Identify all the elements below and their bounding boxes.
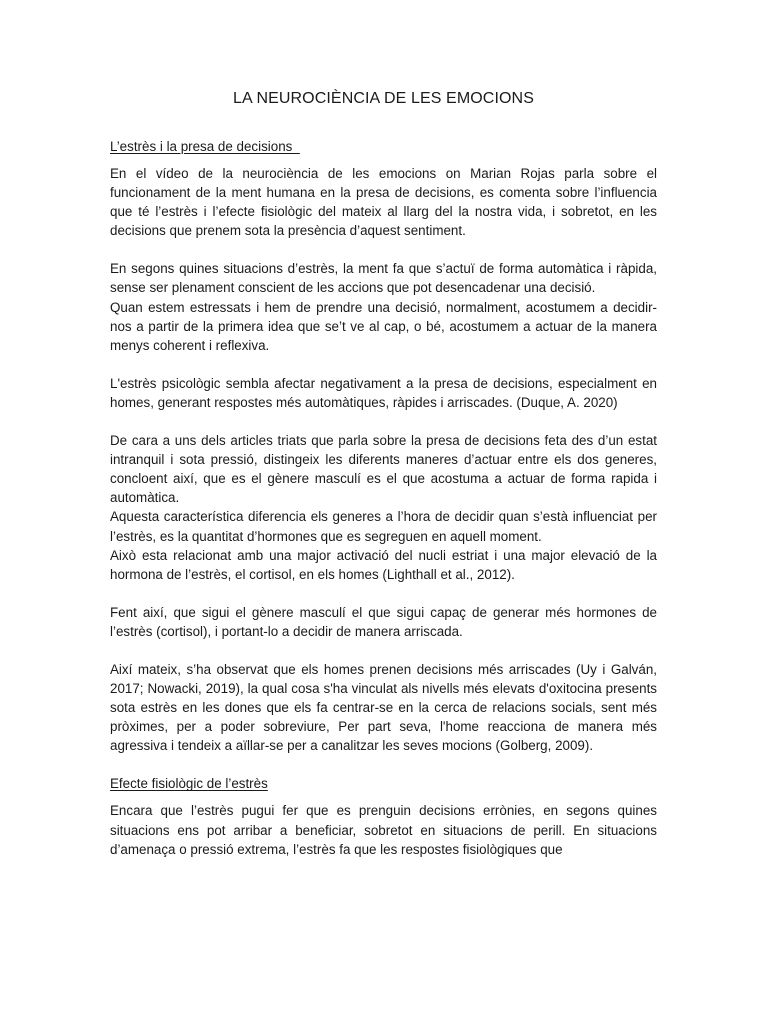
section-heading-stress-decisions: L’estrès i la presa de decisions xyxy=(110,139,300,154)
paragraph: Encara que l’estrès pugui fer que es prenguin decisions errònies, en segons quines situacions ens pot arribar a beneficiar, sobretot en situacions de perill. En situacions d’amenaça o pressió extrema, l’estrès fa que les respostes fisiològiques que xyxy=(110,803,657,857)
paragraph: Fent així, que sigui el gènere masculí el que sigui capaç de generar més hormones de l’estrès (cortisol), i portant-lo a decidir de manera arriscada. xyxy=(110,604,657,639)
paragraph-spacer xyxy=(110,755,657,774)
paragraph: En el vídeo de la neurociència de les emocions on Marian Rojas parla sobre el funcionament de la ment humana en la presa de decisions, es comenta sobre l’influencia que té l’estrès i l’efecte fisiològic del mateix al llarg del la nostra vida, i sobretot, en les decisions que prenem sota la presència d’aquest sentiment. xyxy=(110,166,657,239)
paragraph: L'estrès psicològic sembla afectar negativament a la presa de decisions, especialment en homes, generant respostes més automàtiques, ràpides i arriscades. (Duque, A. 2020) xyxy=(110,375,657,410)
paragraph: Quan estem estressats i hem de prendre una decisió, normalment, acostumem a decidir-nos a partir de la primera idea que se’t ve al cap, o bé, acostumem a actuar de la manera menys coherent i reflexiva. xyxy=(110,299,657,353)
document-title: LA NEUROCIÈNCIA DE LES EMOCIONS xyxy=(233,90,534,107)
paragraph-spacer xyxy=(110,584,657,603)
document-body xyxy=(110,89,657,859)
section-heading-physiological-effect: Efecte fisiològic de l’estrès xyxy=(110,776,268,792)
paragraph: Això esta relacionat amb una major activació del nucli estriat i una major elevació de la hormona de l’estrès, el cortisol, en els homes (Lighthall et al., 2012). xyxy=(110,547,657,582)
paragraph-spacer xyxy=(110,412,657,431)
paragraph: De cara a uns dels articles triats que parla sobre la presa de decisions feta des d’un estat intranquil i sota pressió, distingeix les diferents maneres d’actuar entre els dos generes, concloent així, que es el gènere masculí es el que acostuma a actuar de forma rapida i automàtica. xyxy=(110,433,657,506)
paragraph: Així mateix, s’ha observat que els homes prenen decisions més arriscades (Uy i Galván, 2017; Nowacki, 2019), la qual cosa s'ha vinculat als nivells més elevats d'oxitocina presents sota estrès en les dones que els fa centrar-se en la cerca de relacions socials, sent més pròximes, per a poder sobreviure, Per part seva, l'home reacciona de manera més agressiva i tendeix a aïllar-se per a canalitzar les seves mocions (Golberg, 2009). xyxy=(110,661,657,754)
paragraph-spacer xyxy=(110,240,657,259)
paragraph: Aquesta característica diferencia els generes a l’hora de decidir quan s’està influenciat per l’estrès, es la quantitat d’hormones que es segreguen en aquell moment. xyxy=(110,509,657,544)
paragraph-spacer xyxy=(110,355,657,374)
paragraph-spacer xyxy=(110,641,657,660)
paragraph: En segons quines situacions d’estrès, la ment fa que s’actuï de forma automàtica i ràpida, sense ser plenament conscient de les accions que pot desencadenar una decisió. xyxy=(110,261,657,296)
